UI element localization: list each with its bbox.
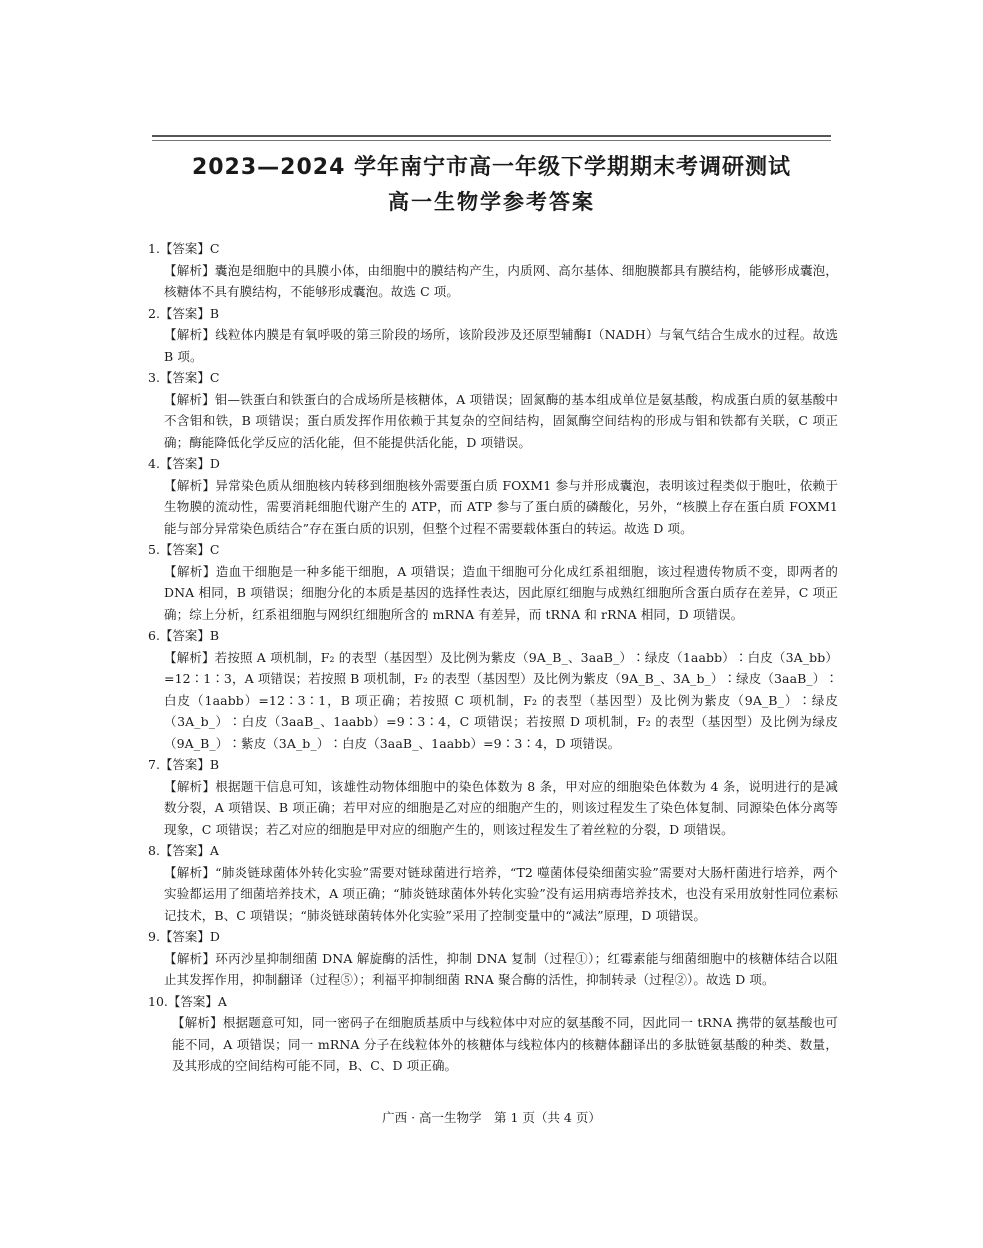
answer-line: 7.【答案】B — [148, 757, 220, 772]
explanation-text: 【解析】若按照 A 项机制，F₂ 的表型（基因型）及比例为紫皮（9A_B_、3aaB_）∶绿皮（1aabb）∶白皮（3A_bb）=12∶1∶3，A 项错误；若按照 B 项机制，F₂ 的表型（基因型）及比例为紫皮（9A_B_、3A_b_）∶绿皮（3aaB_）∶白皮（1aabb）=12∶3∶1，B 项正确；若按照 C 项机制，F₂ 的表型（基因型）及比例为紫皮（9A_B_）∶绿皮（3A_b_）∶白皮（3aaB_、1aabb）=9∶3∶4，C 项错误；若按照 D 项机制，F₂ 的表型（基因型）及比例为绿皮（9A_B_）∶紫皮（3A_b_）∶白皮（3aaB_、1aabb）=9∶3∶4，D 项错误。 — [164, 649, 838, 751]
explanation-text: 【解析】钼—铁蛋白和铁蛋白的合成场所是核糖体，A 项错误；固氮酶的基本组成单位是氨基酸，构成蛋白质的氨基酸中不含钼和铁，B 项错误；蛋白质发挥作用依赖于其复杂的空间结构，固氮酶空间结构的形成与钼和铁都有关联，C 项正确；酶能降低化学反应的活化能，但不能提供活化能，D 项错误。 — [164, 391, 838, 450]
explanation-text: 【解析】“肺炎链球菌体外转化实验”需要对链球菌进行培养，“T2 噬菌体侵染细菌实验”需要对大肠杆菌进行培养，两个实验都运用了细菌培养技术，A 项正确；“肺炎链球菌体外转化实验”没有运用病毒培养技术，也没有采用放射性同位素标记技术，B、C 项错误；“肺炎链球菌转体外化实验”采用了控制变量中的“减法”原理，D 项错误。 — [164, 864, 838, 923]
explanation-text: 【解析】线粒体内膜是有氧呼吸的第三阶段的场所，该阶段涉及还原型辅酶Ⅰ（NADH）与氧气结合生成水的过程。故选 B 项。 — [164, 327, 838, 364]
explanation-text: 【解析】造血干细胞是一种多能干细胞，A 项错误；造血干细胞可分化成红系祖细胞，该过程遗传物质不变，即两者的 DNA 相同，B 项错误；细胞分化的本质是基因的选择性表达，因此原红细胞与成熟红细胞所含蛋白质存在差异，C 项正确；综上分析，红系祖细胞与网织红细胞所含的 mRNA 有差异，而 tRNA 和 rRNA 相同，D 项错误。 — [164, 563, 838, 622]
answer-item-8 — [148, 840, 838, 926]
answer-line: 5.【答案】C — [148, 542, 220, 557]
explanation-text: 【解析】根据题意可知，同一密码子在细胞质基质中与线粒体中对应的氨基酸不同，因此同一 tRNA 携带的氨基酸也可能不同，A 项错误；同一 mRNA 分子在线粒体外的核糖体与线粒体内的核糖体翻译出的多肽链氨基酸的种类、数量，及其形成的空间结构可能不同，B、C、D 项正确。 — [172, 1015, 838, 1073]
page-footer: 广西 · 高一生物学 第 1 页（共 4 页） — [382, 1110, 601, 1125]
explanation-text: 【解析】囊泡是细胞中的具膜小体，由细胞中的膜结构产生，内质网、高尔基体、细胞膜都具有膜结构，能够形成囊泡，核糖体不具有膜结构，不能够形成囊泡。故选 C 项。 — [164, 262, 838, 299]
document-title: 2023—2024 学年南宁市高一年级下学期期末考调研测试 — [191, 155, 792, 180]
answer-item-2 — [148, 303, 838, 368]
answer-line: 1.【答案】C — [148, 241, 220, 256]
answer-line: 9.【答案】D — [148, 929, 220, 944]
answer-item-4 — [148, 453, 838, 539]
answer-list — [148, 238, 838, 1077]
answer-item-9 — [148, 926, 838, 991]
answer-item-7 — [148, 754, 838, 840]
header-rule-thin — [152, 140, 831, 141]
answer-line: 6.【答案】B — [148, 628, 220, 643]
answer-line: 10.【答案】A — [148, 993, 227, 1009]
document-subtitle: 高一生物学参考答案 — [388, 190, 595, 214]
answer-line: 4.【答案】D — [148, 456, 220, 471]
explanation-text: 【解析】环丙沙星抑制细菌 DNA 解旋酶的活性，抑制 DNA 复制（过程①）；红霉素能与细菌细胞中的核糖体结合以阻止其发挥作用，抑制翻译（过程⑤）；利福平抑制细菌 RNA 聚合酶的活性，抑制转录（过程②）。故选 D 项。 — [164, 950, 838, 987]
answer-line: 2.【答案】B — [148, 305, 220, 321]
explanation-text: 【解析】根据题干信息可知，该雄性动物体细胞中的染色体数为 8 条，甲对应的细胞染色体数为 4 条，说明进行的是减数分裂，A 项错误、B 项正确；若甲对应的细胞是乙对应的细胞产生的，则该过程发生了染色体复制、同源染色体分离等现象，C 项错误；若乙对应的细胞是甲对应的细胞产生的，则该过程发生了着丝粒的分裂，D 项错误。 — [164, 778, 838, 837]
answer-item-6 — [148, 625, 838, 754]
explanation-text: 【解析】异常染色质从细胞核内转移到细胞核外需要蛋白质 FOXM1 参与并形成囊泡，表明该过程类似于胞吐，依赖于生物膜的流动性，需要消耗细胞代谢产生的 ATP，而 ATP 参与了蛋白质的磷酸化，另外，“核膜上存在蛋白质 FOXM1 能与部分异常染色质结合”存在蛋白质的识别，但整个过程不需要载体蛋白的转运。故选 D 项。 — [164, 477, 838, 536]
answer-item-10 — [148, 991, 838, 1077]
answer-item-5 — [148, 539, 838, 625]
answer-line: 3.【答案】C — [148, 370, 220, 385]
answer-item-3 — [148, 367, 838, 453]
answer-line: 8.【答案】A — [148, 843, 219, 858]
header-rule-thick — [152, 135, 831, 137]
answer-item-1 — [148, 238, 838, 303]
